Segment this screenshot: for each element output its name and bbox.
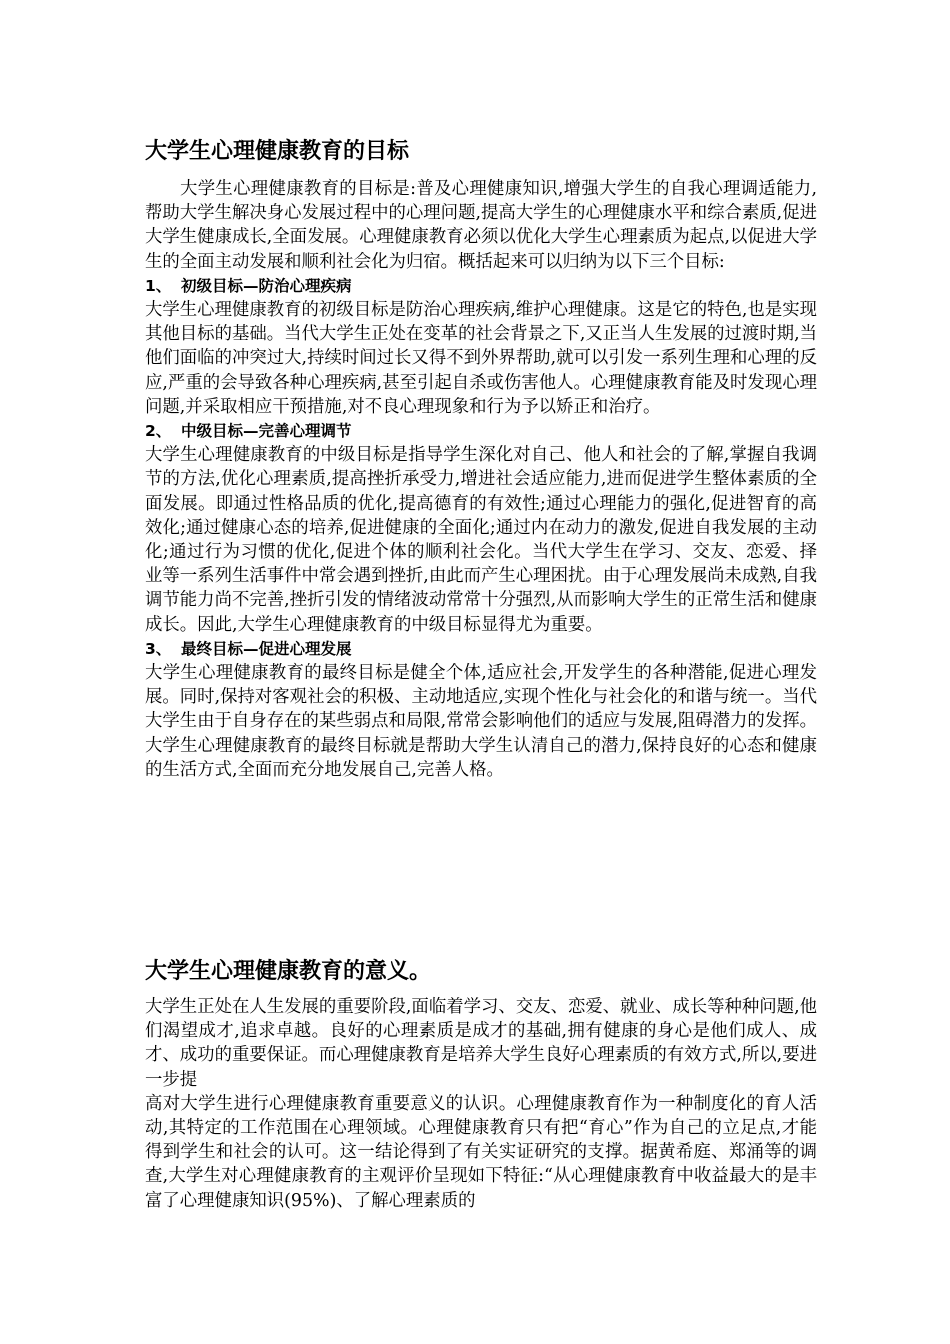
goal-heading-text: 最终目标—促进心理发展	[181, 639, 352, 658]
goal-number: 3、	[145, 639, 172, 658]
goal-paragraph-ultimate: 大学生心理健康教育的最终目标是健全个体,适应社会,开发学生的各种潜能,促进心理发展。同时,保持对客观社会的积极、主动地适应,实现个性化与社会化的和谐与统一。当代大学生由于自身存在的某些弱点和局限,常常会影响他们的适应与发展,阻碍潜力的发挥。大学生心理健康教育的最终目标就是帮助大学生认清自己的潜力,保持良好的心态和健康的生活方式,全面而充分地发展自己,完善人格。	[145, 663, 817, 780]
goals-section-body	[145, 177, 817, 782]
meaning-paragraph-1: 大学生正处在人生发展的重要阶段,面临着学习、交友、恋爱、就业、成长等种种问题,他们渴望成才,追求卓越。良好的心理素质是成才的基础,拥有健康的身心是他们成人、成才、成功的重要保证。而心理健康教育是培养大学生良好心理素质的有效方式,所以,要进一步提	[145, 997, 817, 1090]
goal-heading-ultimate	[145, 637, 817, 661]
goal-paragraph-intermediate: 大学生心理健康教育的中级目标是指导学生深化对自己、他人和社会的了解,掌握自我调节的方法,优化心理素质,提高挫折承受力,增进社会适应能力,进而促进学生整体素质的全面发展。即通过性格品质的优化,提高德育的有效性;通过心理能力的强化,促进智育的高效化;通过健康心态的培养,促进健康的全面化;通过内在动力的激发,促进自我发展的主动化;通过行为习惯的优化,促进个体的顺利社会化。当代大学生在学习、交友、恋爱、择业等一系列生活事件中常会遇到挫折,由此而产生心理困扰。由于心理发展尚未成熟,自我调节能力尚不完善,挫折引发的情绪波动常常十分强烈,从而影响大学生的正常生活和健康成长。因此,大学生心理健康教育的中级目标显得尤为重要。	[145, 445, 817, 635]
section-title-meaning: 大学生心理健康教育的意义。	[145, 959, 432, 984]
goal-heading-intermediate	[145, 419, 817, 443]
goal-heading-text: 初级目标—防治心理疾病	[181, 276, 352, 295]
goal-paragraph-primary: 大学生心理健康教育的初级目标是防治心理疾病,维护心理健康。这是它的特色,也是实现其他目标的基础。当代大学生正处在变革的社会背景之下,又正当人生发展的过渡时期,当他们面临的冲突过大,持续时间过长又得不到外界帮助,就可以引发一系列生理和心理的反应,严重的会导致各种心理疾病,甚至引起自杀或伤害他人。心理健康教育能及时发现心理问题,并采取相应干预措施,对不良心理现象和行为予以矫正和治疗。	[145, 300, 817, 417]
goal-heading-primary	[145, 274, 817, 298]
goal-heading-text: 中级目标—完善心理调节	[181, 422, 352, 441]
goal-number: 1、	[145, 276, 172, 295]
meaning-paragraph-2: 高对大学生进行心理健康教育重要意义的认识。心理健康教育作为一种制度化的育人活动,其特定的工作范围在心理领域。心理健康教育只有把“育心”作为自己的立足点,才能得到学生和社会的认可。这一结论得到了有关实证研究的支撑。据黄希庭、郑涌等的调查,大学生对心理健康教育的主观评价呈现如下特征:“从心理健康教育中收益最大的是丰富了心理健康知识(95%)、了解心理素质的	[145, 1093, 817, 1211]
meaning-section-body	[145, 995, 817, 1213]
goal-number: 2、	[145, 422, 172, 441]
section-title-goals: 大学生心理健康教育的目标	[145, 139, 410, 164]
goals-intro-paragraph: 大学生心理健康教育的目标是:普及心理健康知识,增强大学生的自我心理调适能力,帮助大学生解决身心发展过程中的心理问题,提高大学生的心理健康水平和综合素质,促进大学生健康成长,全面发展。心理健康教育必须以优化大学生心理素质为起点,以促进大学生的全面主动发展和顺利社会化为归宿。概括起来可以归纳为以下三个目标:	[145, 179, 817, 272]
